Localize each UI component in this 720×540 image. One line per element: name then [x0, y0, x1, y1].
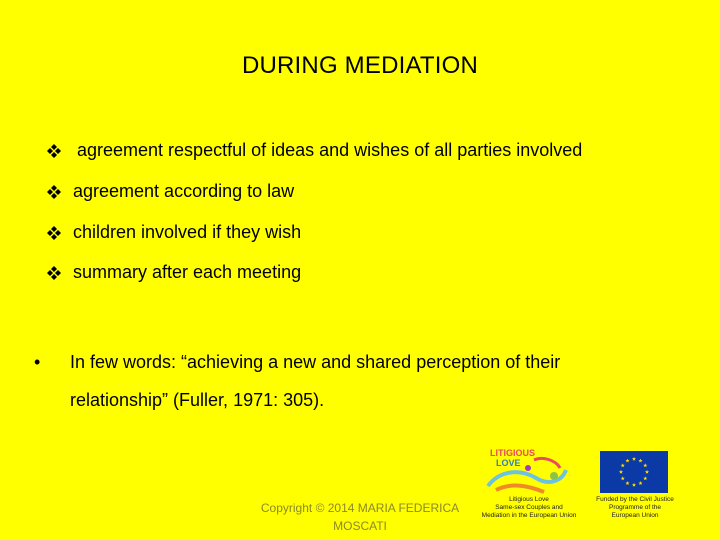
slide-title: DURING MEDIATION: [241, 52, 479, 79]
eu-star-icon: [632, 483, 636, 487]
caption-line: Funded by the Civil Justice: [596, 496, 674, 503]
bullet-item: [45, 262, 301, 283]
diamond-bullet-icon: [45, 142, 63, 160]
copyright-notice: [255, 499, 465, 535]
bullet-text: agreement respectful of ideas and wishes of all parties involved: [77, 140, 583, 160]
litigious-love-logo: [474, 446, 584, 536]
eu-star-icon: [645, 470, 649, 474]
diamond-bullet-icon: [45, 183, 63, 201]
copyright-line: MOSCATI: [333, 519, 387, 533]
diamond-bullet-icon: [45, 264, 63, 282]
bullet-text: agreement according to law: [73, 181, 295, 201]
bullet-item: [45, 140, 582, 161]
eu-star-icon: [621, 476, 625, 480]
eu-star-icon: [621, 463, 625, 467]
bullet-item: [45, 222, 301, 243]
eu-star-icon: [638, 459, 642, 463]
diamond-bullet-icon: [45, 224, 63, 242]
caption-line: Litigious Love: [509, 496, 549, 503]
bullet-item: [45, 181, 294, 202]
eu-star-icon: [625, 459, 629, 463]
quote-text: [70, 343, 660, 419]
litigious-love-emblem: [474, 446, 584, 496]
eu-star-icon: [625, 481, 629, 485]
logo-caption: [474, 496, 584, 520]
eu-star-icon: [643, 476, 647, 480]
eu-star-icon: [643, 463, 647, 467]
eu-flag-logo: [600, 451, 668, 493]
quote-line: relationship” (Fuller, 1971: 305).: [70, 390, 325, 410]
quote-line: In few words: “achieving a new and shared perception of their: [70, 352, 561, 372]
caption-line: Same-sex Couples and: [495, 504, 563, 511]
bullet-text: children involved if they wish: [73, 222, 302, 242]
dot-bullet-icon: •: [34, 352, 41, 372]
logo-word: LITIGIOUS: [490, 448, 535, 458]
caption-line: Mediation in the European Union: [481, 512, 577, 519]
eu-caption: [586, 496, 684, 520]
copyright-line: Copyright © 2014 MARIA FEDERICA: [260, 501, 460, 515]
logo-word: LOVE: [496, 458, 521, 468]
caption-line: European Union: [611, 512, 659, 519]
eu-star-icon: [638, 481, 642, 485]
caption-line: Programme of the: [608, 504, 662, 511]
eu-star-icon: [619, 470, 623, 474]
eu-star-icon: [632, 457, 636, 461]
bullet-text: summary after each meeting: [73, 262, 302, 282]
eu-stars-icon: [600, 451, 668, 493]
